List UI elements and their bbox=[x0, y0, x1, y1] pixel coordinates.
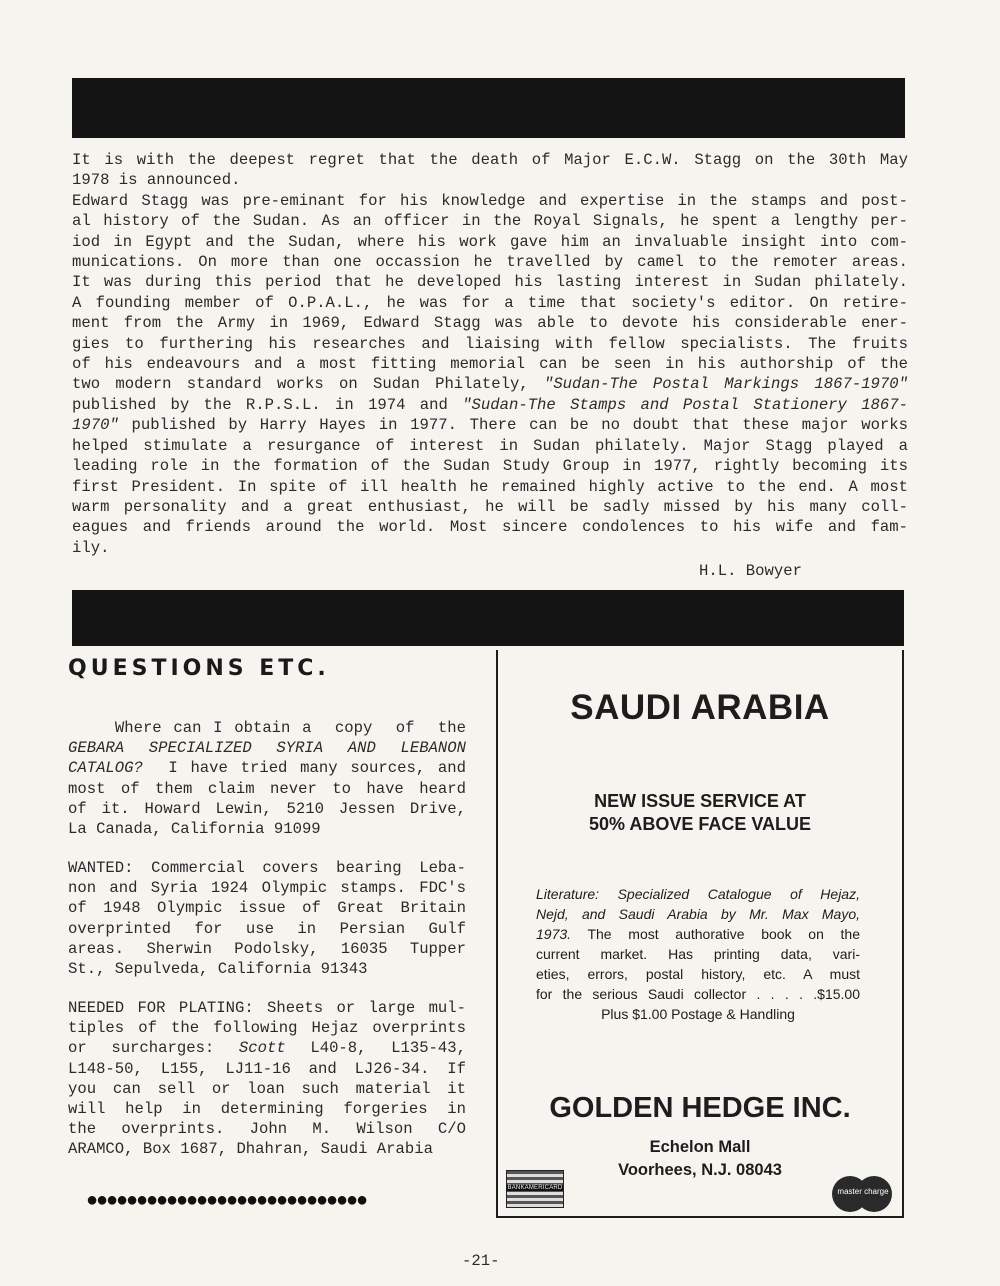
ad-lit-line: current market. Has printing data, vari- bbox=[536, 946, 860, 962]
ad-address-line: Echelon Mall bbox=[649, 1138, 751, 1156]
ad-lit-line bbox=[536, 884, 860, 904]
questions-heading: QUESTIONS ETC. bbox=[68, 656, 330, 681]
question-line bbox=[68, 738, 466, 758]
page-number: -21- bbox=[462, 1252, 500, 1270]
plating-line: you can sell or loan such material it bbox=[68, 1079, 466, 1098]
plating-line: L148-50, L155, LJ11-16 and LJ26-34. If bbox=[68, 1059, 466, 1078]
plating-line: NEEDED FOR PLATING: Sheets or large mul- bbox=[68, 999, 466, 1017]
obit-line bbox=[72, 415, 908, 435]
obit-line: first President. In spite of ill health he remained highly active to the end. A most bbox=[72, 477, 908, 496]
obit-line bbox=[72, 374, 908, 394]
obit-line: eagues and friends around the world. Most sincere condolences to his wife and fam- bbox=[72, 518, 908, 537]
obit-text: published by the R.P.S.L. in 1974 and bbox=[72, 395, 463, 414]
mastercharge-logo bbox=[832, 1174, 894, 1214]
wanted-line: overprinted for use in Persian Gulf bbox=[68, 919, 466, 938]
ad-lit-italic: 1973. bbox=[536, 926, 572, 942]
question-line bbox=[68, 758, 466, 778]
obit-line: warm personality and a great enthusiast, he will be sadly missed by his many coll- bbox=[72, 497, 908, 516]
plating-line: the overprints. John M. Wilson C/O bbox=[68, 1120, 466, 1139]
question-item bbox=[68, 718, 466, 839]
ad-literature bbox=[536, 884, 860, 1024]
ad-lit-line bbox=[536, 924, 860, 944]
plating-line: tiples of the following Hejaz overprints bbox=[68, 1019, 466, 1038]
wanted-item bbox=[68, 858, 466, 979]
book-title-stamps-stationery: "Sudan-The Stamps and Postal Stationery 1867- bbox=[462, 395, 908, 414]
ad-lit-line: eties, errors, postal history, etc. A must bbox=[536, 966, 860, 982]
obituary-text bbox=[72, 150, 908, 558]
ad-address-line: Voorhees, N.J. 08043 bbox=[618, 1161, 782, 1179]
wanted-line: WANTED: Commercial covers bearing Leba- bbox=[68, 859, 466, 877]
obit-line: helped stimulate a resurgance of interest in Sudan philately. Major Stagg played a bbox=[72, 436, 908, 455]
plating-line: will help in determining forgeries in bbox=[68, 1100, 466, 1119]
question-line: Where can I obtain a copy of the bbox=[68, 719, 466, 737]
catalog-title: GEBARA SPECIALIZED SYRIA AND LEBANON bbox=[68, 739, 466, 758]
plating-text: or surcharges: bbox=[68, 1039, 239, 1058]
obit-line: It is with the deepest regret that the death of Major E.C.W. Stagg on the 30th May bbox=[72, 151, 908, 169]
ad-lit-text: The most authorative book on the bbox=[571, 926, 860, 942]
ad-service-line: NEW ISSUE SERVICE AT bbox=[594, 791, 806, 811]
wanted-line: areas. Sherwin Podolsky, 16035 Tupper bbox=[68, 939, 466, 958]
obit-line: leading role in the formation of the Sudan Study Group in 1977, rightly becoming its bbox=[72, 457, 908, 476]
obit-line: iod in Egypt and the Sudan, where his work gave him an invaluable insight into com- bbox=[72, 232, 908, 251]
plating-line: ARAMCO, Box 1687, Dhahran, Saudi Arabia bbox=[68, 1140, 433, 1159]
obit-line: Edward Stagg was pre-eminant for his knowledge and expertise in the stamps and post- bbox=[72, 191, 908, 210]
ad-company: GOLDEN HEDGE INC. bbox=[549, 1092, 851, 1124]
question-line: of it. Howard Lewin, 5210 Jessen Drive, bbox=[68, 799, 466, 818]
section-black-bar bbox=[72, 590, 904, 646]
obit-line: A founding member of O.P.A.L., he was for a time that society's editor. On retire- bbox=[72, 293, 908, 312]
obit-line: 1978 is announced. bbox=[72, 171, 241, 190]
header-black-bar bbox=[72, 78, 905, 138]
dot-divider: ●●●●●●●●●●●●●●●●●●●●●●●●●●●● bbox=[86, 1190, 367, 1213]
wanted-line: St., Sepulveda, California 91343 bbox=[68, 960, 368, 979]
book-title-stamps-stationery-end: 1970" bbox=[72, 416, 119, 435]
wanted-line: non and Syria 1924 Olympic stamps. FDC's bbox=[68, 879, 466, 898]
obit-line: of his endeavours and a most fitting memorial can be seen in his authorship of the bbox=[72, 355, 908, 374]
obit-line: ment from the Army in 1969, Edward Stagg was able to devote his considerable ener- bbox=[72, 314, 908, 333]
author-signature: H.L. Bowyer bbox=[699, 562, 802, 580]
bankamericard-label: BANKAMERICARD bbox=[507, 1185, 563, 1191]
obit-line: al history of the Sudan. As an officer in the Royal Signals, he spent a lengthy per- bbox=[72, 212, 908, 231]
scott-label: Scott bbox=[238, 1039, 286, 1058]
ad-lit-italic: Nejd, and Saudi Arabia by Mr. Max Mayo, bbox=[536, 906, 860, 922]
book-title-postal-markings: "Sudan-The Postal Markings 1867-1970" bbox=[543, 375, 908, 394]
ad-service-line: 50% ABOVE FACE VALUE bbox=[588, 814, 812, 834]
ad-lit-line: for the serious Saudi collector . . . . .$15.00 bbox=[536, 986, 860, 1002]
plating-text: L40-8, L135-43, bbox=[285, 1039, 466, 1058]
bankamericard-logo bbox=[506, 1170, 564, 1208]
question-line: La Canada, California 91099 bbox=[68, 820, 321, 839]
ad-service bbox=[498, 790, 902, 836]
ad-lit-line bbox=[536, 904, 860, 924]
advertisement-box bbox=[496, 650, 904, 1218]
question-line: most of them claim never to have heard bbox=[68, 779, 466, 798]
obit-line: gies to furthering his researches and liaising with fellow specialists. The fruits bbox=[72, 334, 908, 353]
question-text: I have tried many sources, and bbox=[142, 759, 466, 778]
obit-line bbox=[72, 395, 908, 415]
plating-item bbox=[68, 998, 466, 1160]
ad-lit-line: Plus $1.00 Postage & Handling bbox=[601, 1006, 795, 1022]
wanted-line: of 1948 Olympic issue of Great Britain bbox=[68, 899, 466, 918]
obit-text: two modern standard works on Sudan Philately, bbox=[72, 375, 544, 394]
obit-line: It was during this period that he developed his lasting interest in Sudan philately. bbox=[72, 273, 908, 292]
obit-text: published by Harry Hayes in 1977. There can be no doubt that these major works bbox=[118, 416, 908, 435]
ad-title: SAUDI ARABIA bbox=[570, 688, 830, 727]
mastercharge-label: master charge bbox=[837, 1187, 889, 1196]
obit-line: munications. On more than one occassion he travelled by camel to the remoter areas. bbox=[72, 253, 908, 272]
catalog-title-end: CATALOG? bbox=[68, 759, 143, 778]
obit-line: ily. bbox=[72, 538, 110, 557]
ad-lit-italic: Literature: Specialized Catalogue of Hejaz, bbox=[536, 886, 860, 902]
plating-line bbox=[68, 1038, 466, 1058]
